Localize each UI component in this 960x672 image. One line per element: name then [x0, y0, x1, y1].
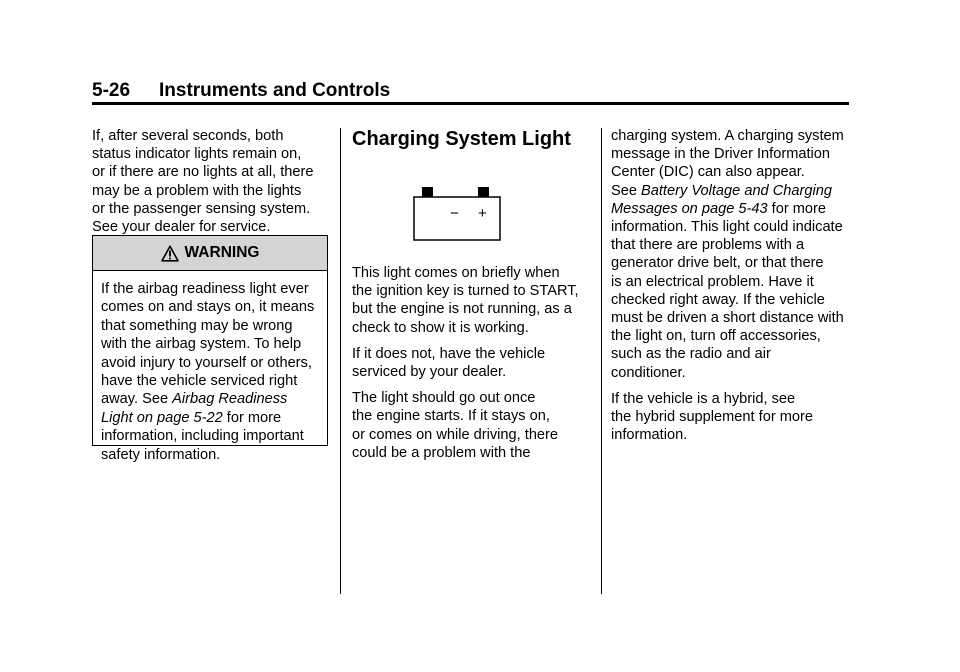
text-line: avoid injury to yourself or others,: [101, 354, 312, 371]
paragraph: [352, 264, 592, 337]
warning-title: WARNING: [184, 244, 260, 261]
text-line: [101, 390, 319, 408]
text-line: If, after several seconds, both: [92, 128, 284, 144]
text-line: checked right away. If the vehicle: [611, 291, 825, 308]
warning-box: [92, 235, 328, 463]
text-line: If the airbag readiness light ever: [101, 281, 309, 297]
text-line: the light on, turn off accessories,: [611, 328, 821, 345]
paragraph: [611, 390, 856, 445]
text-line: [611, 200, 856, 218]
text-line: is an electrical problem. Have it: [611, 273, 814, 290]
text-line: check to show it is working.: [352, 319, 529, 336]
text-line: If the vehicle is a hybrid, see: [611, 390, 796, 407]
column-divider-2: [601, 128, 602, 594]
text-line: safety information.: [101, 446, 221, 463]
text-line: message in the Driver Information: [611, 146, 830, 163]
text-line: the ignition key is turned to START,: [352, 283, 579, 300]
text-line: but the engine is not running, as a: [352, 301, 572, 318]
text-line: charging system. A charging system: [611, 128, 844, 144]
text-line: such as the radio and air: [611, 346, 771, 363]
column-2-body: [352, 264, 592, 470]
text-line: must be driven a short distance with: [611, 310, 844, 327]
text-line: with the airbag system. To help: [101, 336, 302, 353]
see-prefix: away. See: [101, 391, 173, 408]
cross-reference-link[interactable]: Battery Voltage and Charging: [641, 182, 832, 199]
text-line: information. This light could indicate: [611, 219, 843, 236]
text-line: If it does not, have the vehicle: [352, 345, 546, 362]
intro-paragraph: [92, 127, 332, 236]
text-line: the hybrid supplement for more: [611, 409, 813, 426]
text-line: that there are problems with a: [611, 237, 805, 254]
text-line: [611, 182, 856, 200]
text-line: serviced by your dealer.: [352, 364, 507, 381]
text-line: that something may be wrong: [101, 317, 293, 334]
text-line: This light comes on briefly when: [352, 265, 560, 281]
text-line: may be a problem with the lights: [92, 182, 302, 199]
after-xref: for more: [222, 409, 282, 426]
cross-reference-link[interactable]: Airbag Readiness: [172, 391, 288, 408]
header-rule: [92, 102, 849, 105]
text-line: or the passenger sensing system.: [92, 200, 311, 217]
see-prefix: See: [611, 182, 642, 199]
text-line: information, including important: [101, 428, 304, 445]
text-line: conditioner.: [611, 364, 686, 381]
warning-header: [93, 236, 327, 271]
text-line: See your dealer for service.: [92, 219, 271, 236]
paragraph: [352, 389, 592, 462]
text-line: comes on and stays on, it means: [101, 299, 315, 316]
section-title: Instruments and Controls: [159, 80, 391, 101]
warning-triangle-icon: [161, 245, 179, 262]
after-xref: for more: [767, 200, 826, 217]
text-line: status indicator lights remain on,: [92, 146, 302, 163]
cross-reference-link[interactable]: Messages on page 5-43: [611, 200, 768, 217]
paragraph: [611, 127, 856, 382]
text-line: or comes on while driving, there: [352, 426, 559, 443]
text-line: could be a problem with the: [352, 444, 531, 461]
warning-body: [93, 271, 327, 464]
text-line: information.: [611, 427, 688, 444]
battery-minus-sign: −: [450, 205, 459, 222]
paragraph: [352, 345, 592, 381]
column-1: [92, 127, 332, 244]
section-heading: Charging System Light: [352, 128, 571, 150]
text-line: The light should go out once: [352, 390, 536, 407]
text-line: Center (DIC) can also appear.: [611, 164, 805, 181]
text-line: the engine starts. If it stays on,: [352, 408, 550, 425]
battery-icon: [412, 186, 504, 242]
text-line: [101, 409, 319, 427]
column-3: [611, 127, 856, 452]
column-divider-1: [340, 128, 341, 594]
text-line: have the vehicle serviced right: [101, 373, 298, 390]
page-number: 5-26: [92, 80, 131, 101]
battery-plus-sign: +: [478, 205, 487, 222]
text-line: generator drive belt, or that there: [611, 255, 824, 272]
column-2: [352, 127, 592, 151]
cross-reference-link[interactable]: Light on page 5-22: [101, 409, 223, 426]
text-line: or if there are no lights at all, there: [92, 164, 314, 181]
